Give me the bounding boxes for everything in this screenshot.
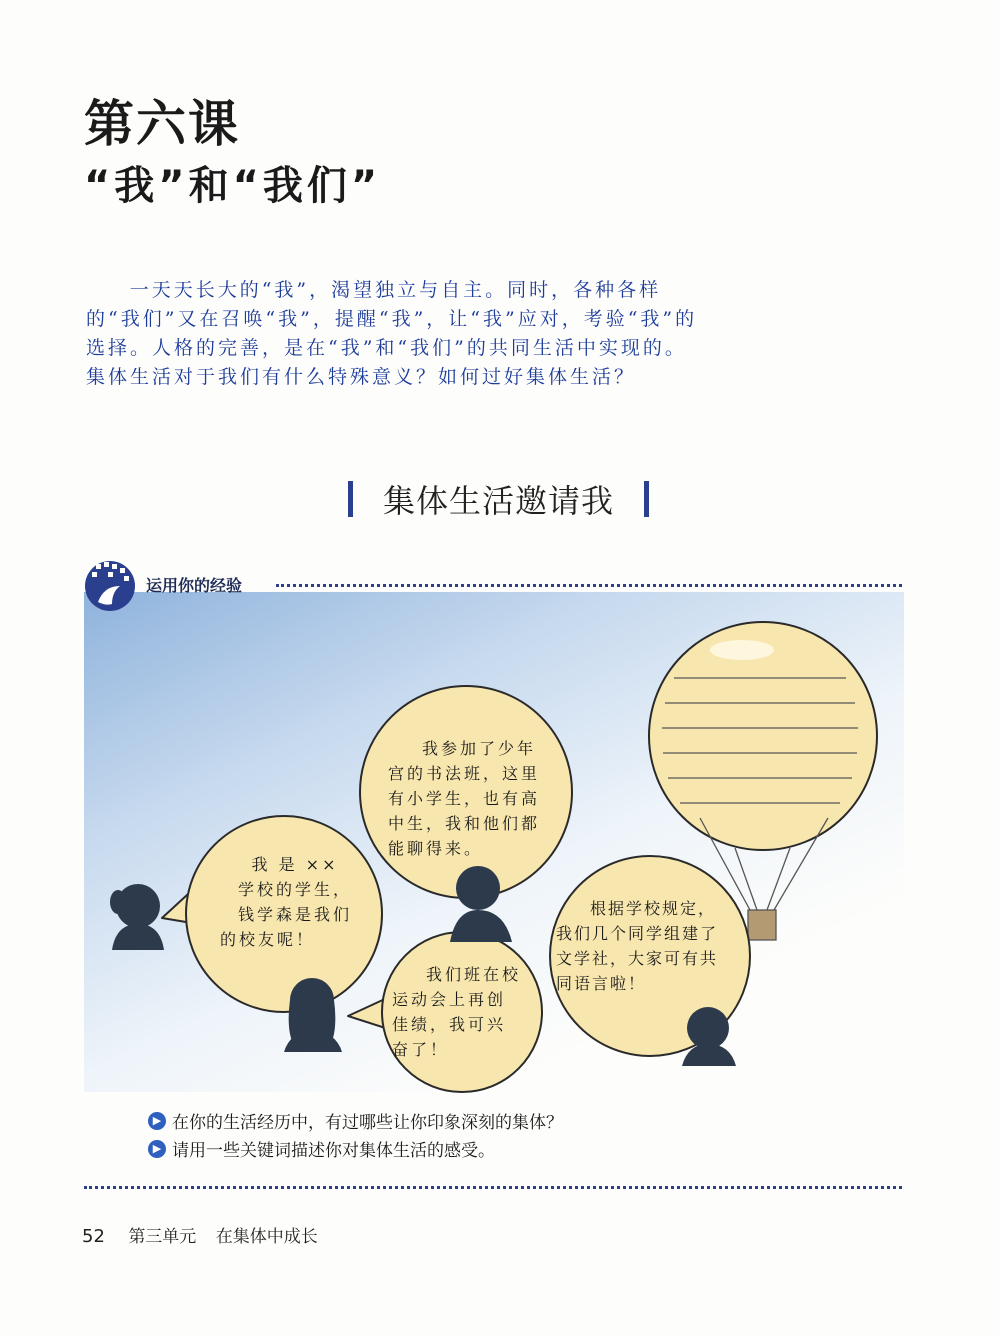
bubble-1-line: 我 是 ××: [251, 855, 339, 874]
intro-paragraph: 一天天长大的“我”，渴望独立与自主。同时，各种各样的“我们”又在召唤“我”，提醒“我”，让“我”应对，考验“我”的选择。人格的完善，是在“我”和“我们”的共同生活中实现的。集体生活对于我们有什么特殊意义？如何过好集体生活？: [86, 279, 698, 388]
lesson-number: 第六课: [84, 95, 240, 153]
question-text: 在你的生活经历中，有过哪些让你印象深刻的集体？: [172, 1113, 563, 1133]
question-item: [148, 1108, 563, 1133]
question-text: 请用一些关键词描述你对集体生活的感受。: [172, 1141, 495, 1161]
unit-label: 第三单元: [128, 1227, 197, 1247]
section-heading-text: 集体生活邀请我: [383, 482, 615, 520]
bubble-2-line: 宫的书法班，这里: [388, 764, 541, 783]
bubble-4-line: 文学社，大家可有共: [556, 949, 719, 968]
lesson-title: “我”和“我们”: [84, 163, 382, 209]
bubble-1-line: 的校友呢！: [220, 930, 316, 949]
bubble-3-text: [392, 962, 532, 1062]
bubble-1-line: 学校的学生，: [237, 880, 352, 899]
page-footer: [82, 1222, 318, 1247]
bubble-4-line: 我们几个同学组建了: [556, 924, 719, 943]
arrow-right-icon: ▶: [148, 1112, 166, 1130]
question-item: [148, 1136, 495, 1161]
bubble-1-line: 钱学森是我们: [237, 905, 352, 924]
bubble-2-text: [388, 736, 558, 861]
bubble-2-line: 能聊得来。: [388, 839, 484, 858]
bubble-3-line: 我们班在校: [426, 965, 522, 984]
bubble-4-text: [556, 896, 746, 996]
bubble-2-line: 我参加了少年: [422, 739, 537, 758]
unit-title: 在集体中成长: [215, 1227, 318, 1247]
dotted-divider-bottom: [84, 1186, 902, 1189]
page-number: 52: [82, 1226, 105, 1247]
experience-label: 运用你的经验: [146, 576, 243, 595]
bubble-4-line: 同语言啦！: [556, 974, 647, 993]
bubble-4-line: 根据学校规定，: [590, 899, 717, 918]
bubble-2-line: 中生，我和他们都: [388, 814, 541, 833]
bubble-3-line: 运动会上再创: [392, 990, 507, 1009]
silhouette-girl-left: [110, 884, 164, 950]
arrow-right-icon: ▶: [148, 1140, 166, 1158]
bubble-2-line: 有小学生，也有高: [388, 789, 541, 808]
bubble-3-line: 佳绩，我可兴: [392, 1015, 507, 1034]
bubble-1-text: [220, 852, 370, 952]
bubble-3-line: 奋了！: [392, 1040, 450, 1059]
